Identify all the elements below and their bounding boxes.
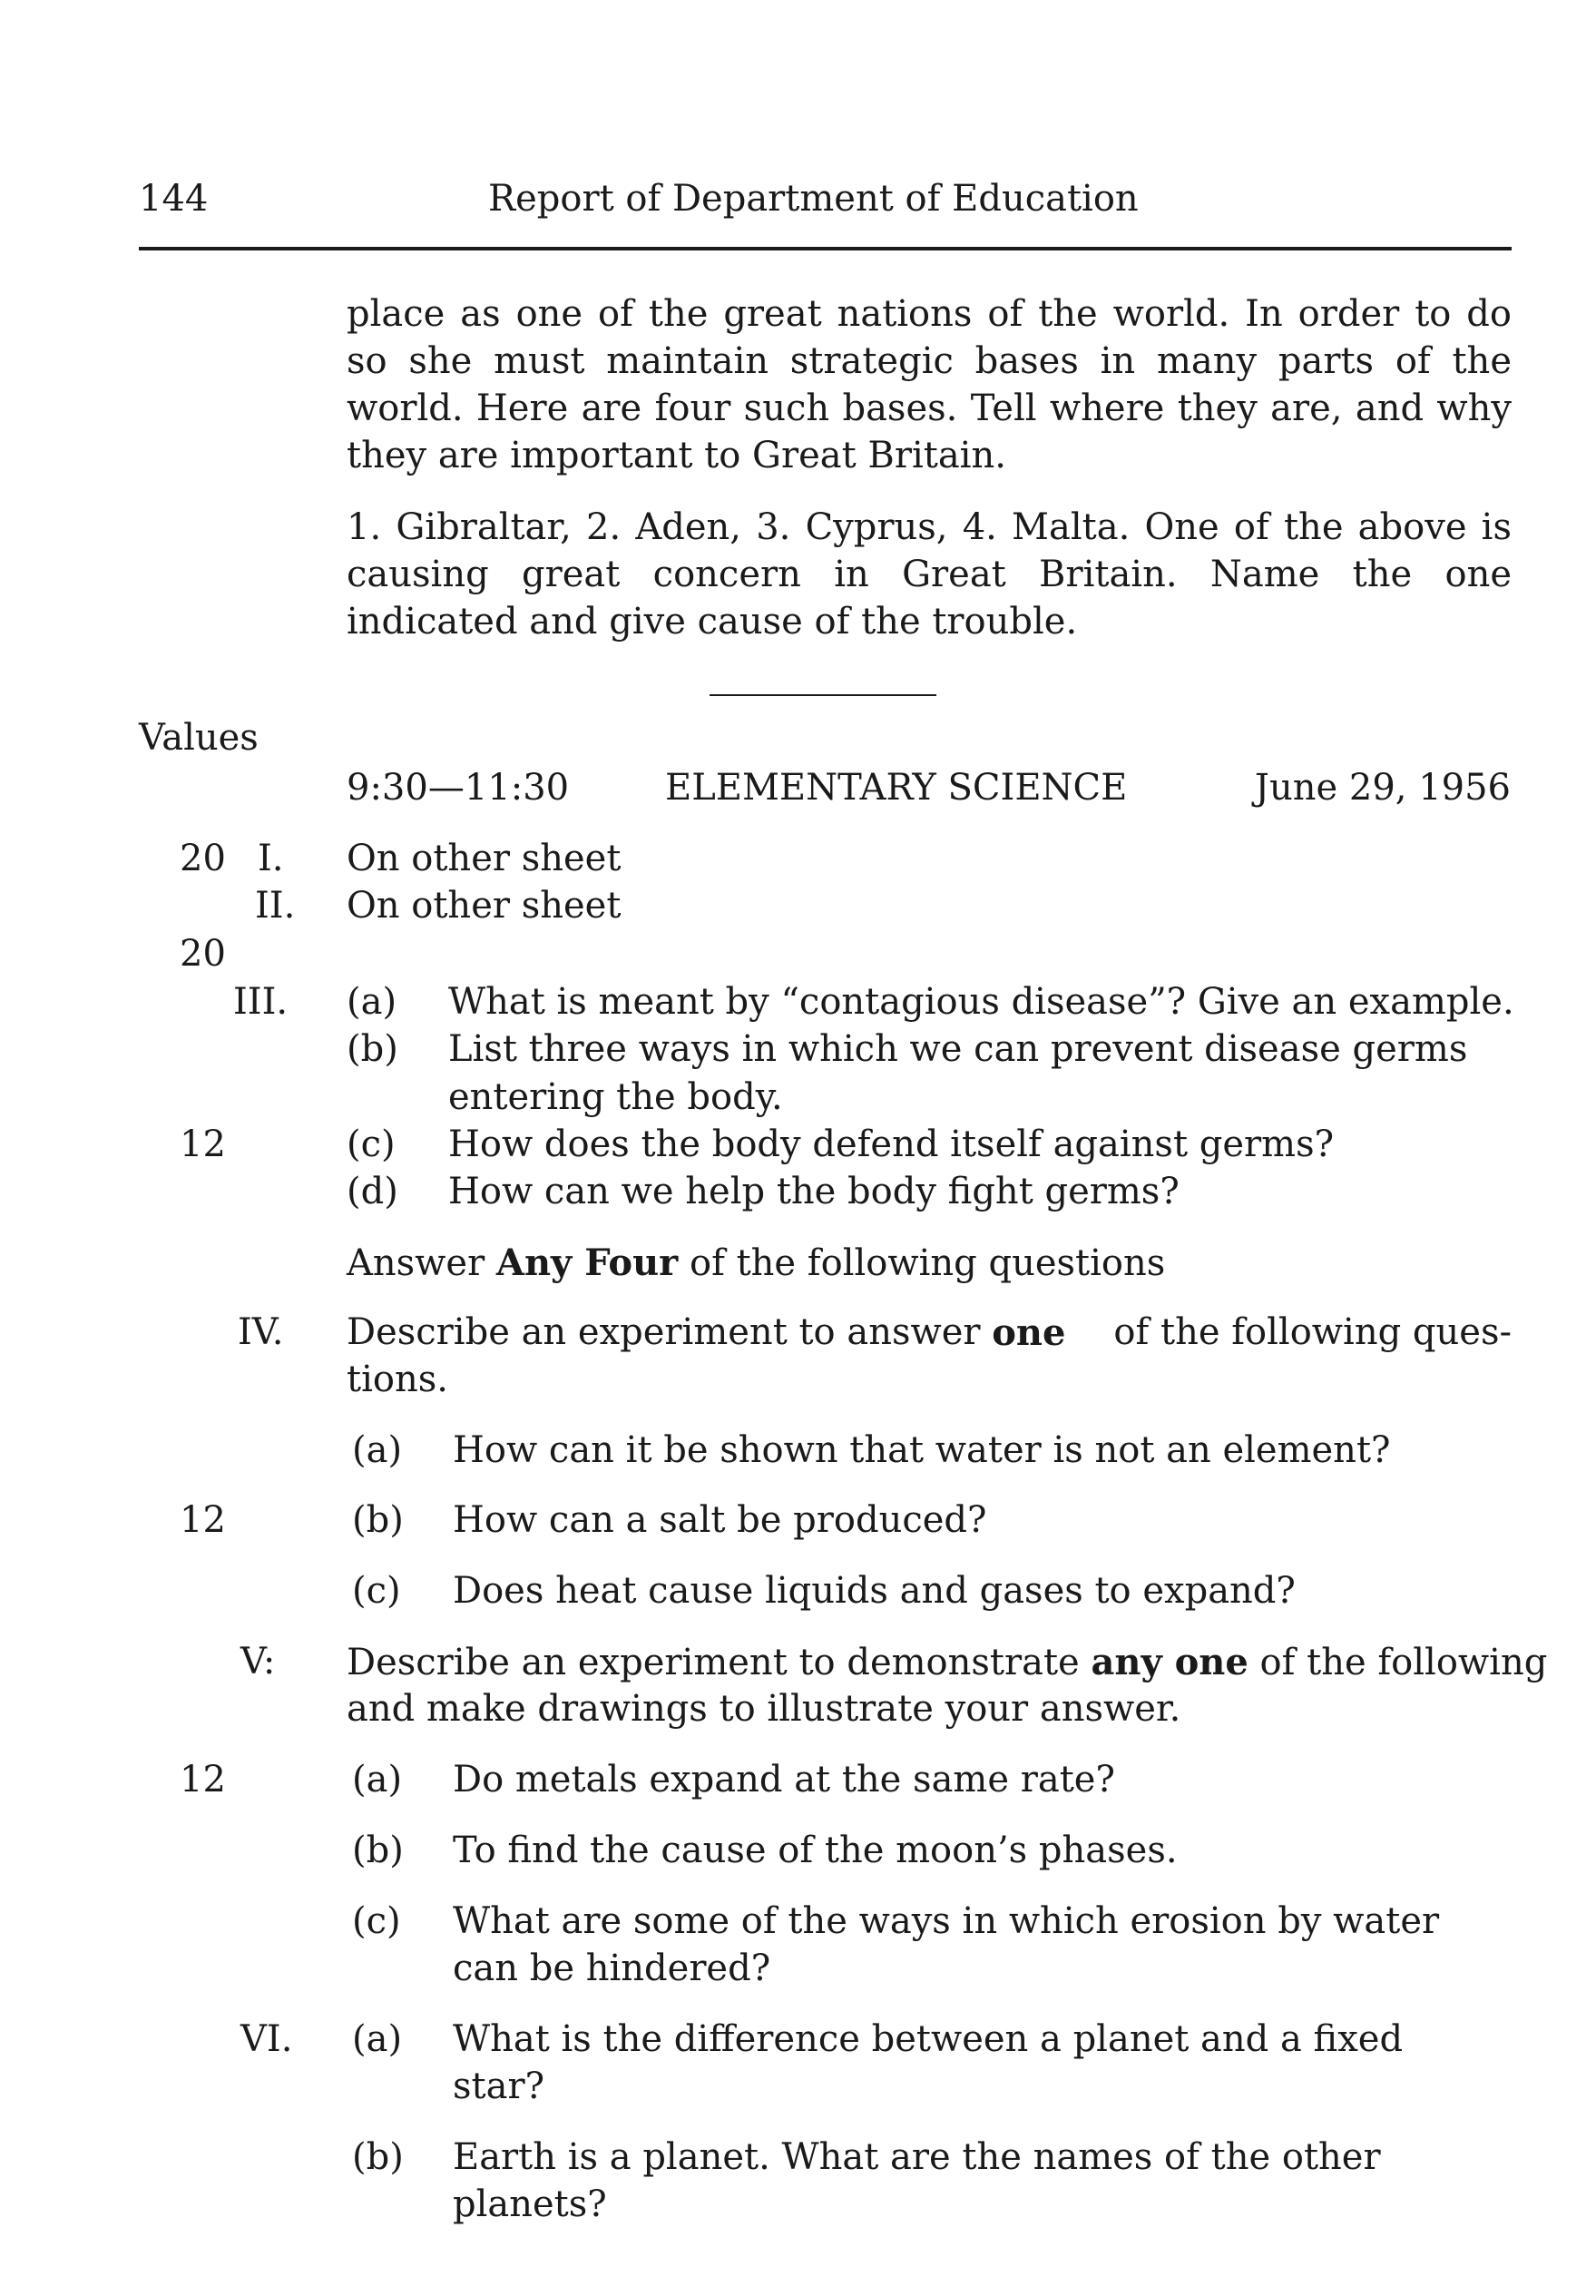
value-q2: 20 — [180, 933, 226, 975]
q6-a-text-line2: star? — [453, 2065, 545, 2107]
q6-b-text-line1: Earth is a planet. What are the names of the other — [453, 2136, 1381, 2178]
q6-a-label: (a) — [352, 2018, 403, 2060]
value-q1: 20 — [180, 838, 226, 879]
question-2-text: On other sheet — [347, 885, 622, 927]
q3-c-text: How does the body defend itself against germs? — [448, 1123, 1335, 1165]
q4-intro-post: of the following ques- — [1102, 1311, 1512, 1353]
q5-c-label: (c) — [352, 1900, 401, 1942]
page-number: 144 — [139, 178, 209, 220]
q4-intro-line2: tions. — [347, 1359, 448, 1400]
q4-c-text: Does heat cause liquids and gases to expand? — [453, 1570, 1296, 1612]
q3-d-text: How can we help the body fight germs? — [448, 1171, 1180, 1212]
q4-b-text: How can a salt be produced? — [453, 1499, 987, 1541]
instruction-text-bold: Any Four — [495, 1241, 679, 1284]
q5-b-label: (b) — [352, 1830, 404, 1871]
q5-intro-pre: Describe an experiment to demonstrate — [347, 1642, 1092, 1683]
exam-date: June 29, 1956 — [1254, 767, 1511, 809]
value-q4: 12 — [180, 1499, 226, 1541]
q5-intro-line2: and make drawings to illustrate your answer. — [347, 1688, 1181, 1730]
q5-c-text-line2: can be hindered? — [453, 1948, 771, 1989]
question-number-3: III. — [233, 981, 289, 1023]
q5-intro-post: of the following — [1248, 1642, 1548, 1683]
question-number-6: VI. — [240, 2018, 293, 2060]
q6-b-label: (b) — [352, 2136, 404, 2178]
q3-b-label: (b) — [347, 1028, 398, 1070]
q4-b-label: (b) — [352, 1499, 404, 1541]
exam-subject: ELEMENTARY SCIENCE — [665, 767, 1128, 809]
q3-b-text-line1: List three ways in which we can prevent disease germs — [448, 1028, 1468, 1070]
q4-intro-pre: Describe an experiment to answer — [347, 1311, 993, 1353]
value-q3: 12 — [180, 1123, 226, 1165]
q5-intro-line1 — [347, 1641, 1547, 1683]
q5-c-text-line1: What are some of the ways in which erosion by water — [453, 1900, 1440, 1942]
q4-intro-bold: one — [992, 1311, 1066, 1354]
value-q5: 12 — [180, 1759, 226, 1800]
question-number-5: V: — [240, 1641, 276, 1683]
q3-a-label: (a) — [347, 981, 397, 1023]
values-label: Values — [139, 717, 259, 759]
q4-c-label: (c) — [352, 1570, 401, 1612]
q6-b-text-line2: planets? — [453, 2183, 607, 2225]
question-number-4: IV. — [238, 1311, 284, 1353]
question-number-1: I. — [258, 838, 284, 879]
q3-c-label: (c) — [347, 1123, 396, 1165]
instruction-text-pre: Answer — [347, 1242, 496, 1284]
q3-a-text: What is meant by “contagious disease”? Give an example. — [448, 981, 1514, 1023]
answer-instruction — [347, 1241, 1165, 1284]
exam-time: 9:30—11:30 — [347, 767, 570, 809]
q5-intro-bold: any one — [1091, 1641, 1248, 1683]
q5-b-text: To find the cause of the moon’s phases. — [453, 1830, 1178, 1871]
q4-intro-line1 — [347, 1311, 1512, 1354]
q4-a-text: How can it be shown that water is not an element? — [453, 1429, 1391, 1471]
running-title: Report of Department of Education — [488, 178, 1139, 220]
q3-d-label: (d) — [347, 1171, 398, 1212]
header-rule — [139, 247, 1512, 250]
question-number-2: II. — [255, 885, 296, 927]
q5-a-text: Do metals expand at the same rate? — [453, 1759, 1115, 1800]
question-1-text: On other sheet — [347, 838, 622, 879]
q4-a-label: (a) — [352, 1429, 403, 1471]
instruction-text-post: of the following questions — [678, 1242, 1166, 1284]
intro-paragraph-1: place as one of the great nations of the world. In order to do so she must maintain strategic bases in many parts of the world. Here are four such bases. Tell where they are, and why they are important to Great Britain. — [347, 293, 1512, 476]
intro-paragraph-2: 1. Gibraltar, 2. Aden, 3. Cyprus, 4. Malta. One of the above is causing great concern in Great Britain. Name the one indicated and give cause of the trouble. — [347, 506, 1512, 643]
q5-a-label: (a) — [352, 1759, 403, 1800]
q3-b-text-line2: entering the body. — [448, 1076, 783, 1118]
q6-a-text-line1: What is the difference between a planet and a fixed — [453, 2018, 1404, 2060]
section-divider — [710, 694, 936, 696]
